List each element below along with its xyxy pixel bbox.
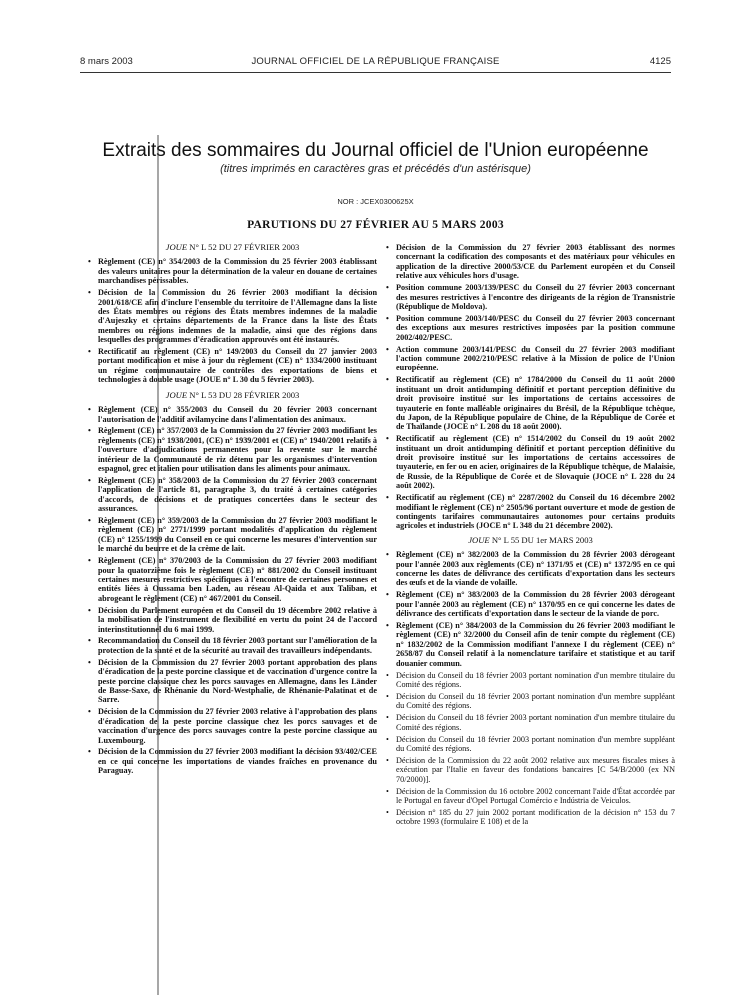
running-header bbox=[80, 56, 671, 70]
list-item: • Décision de la Commission du 22 août 2002 relative aux mesures fiscales mises à exécution par l'Italie en faveur des fondations bancaires [C 54/B/2000 (ex NN 70/2000)]. bbox=[386, 756, 675, 784]
list-item: • Règlement (CE) n° 384/2003 de la Commission du 26 février 2003 modifiant le règlement (CE) n° 32/2000 du Conseil afin de tenir compte du règlement (CE) n° 1832/2002 de la Commission modifiant l'annexe I du règlement (CEE) n° 2658/87 du Conseil relatif à la nomenclature tarifaire et statistique et au tarif douanier commun. bbox=[386, 621, 675, 668]
header-journal-name: JOURNAL OFFICIEL DE LA RÉPUBLIQUE FRANÇAISE bbox=[251, 56, 500, 67]
list-item: • Décision du Parlement européen et du Conseil du 19 décembre 2002 relative à la mobilisation de l'instrument de flexibilité en vertu du point 24 de l'accord interinstitutionnel du 6 mai 1999. bbox=[88, 606, 377, 634]
parutions-heading: PARUTIONS DU 27 FÉVRIER AU 5 MARS 2003 bbox=[247, 219, 504, 231]
list-item: • Action commune 2003/141/PESC du Conseil du 27 février 2003 modifiant l'action commune 2002/210/PESC relative à la Mission de police de l'Union européenne. bbox=[386, 345, 675, 373]
header-rule bbox=[80, 72, 671, 73]
issue-heading-l55 bbox=[386, 536, 675, 545]
list-item: • Règlement (CE) n° 370/2003 de la Commission du 27 février 2003 modifiant pour la quatorzième fois le règlement (CE) n° 881/2002 du Conseil instituant certaines mesures restrictives spécifiques à l'encontre de certaines personnes et entités liées à Oussama ben Laden, au réseau Al-Qaida et aux Taliban, et abrogeant le règlement (CE) n° 467/2001 du Conseil. bbox=[88, 556, 377, 603]
nor-reference: NOR : JCEX0300625X bbox=[337, 197, 414, 206]
issue-journal-abbr: JOUE bbox=[468, 534, 490, 545]
issue-journal-abbr: JOUE bbox=[165, 389, 188, 400]
issue-journal-abbr: JOUE bbox=[165, 242, 188, 252]
list-item: • Position commune 2003/139/PESC du Conseil du 27 février 2003 concernant des mesures restrictives à l'encontre des dirigeants de la région de Transnistrie (République de Moldova). bbox=[386, 283, 675, 311]
left-column bbox=[88, 243, 377, 778]
list-item: • Règlement (CE) n° 383/2003 de la Commission du 28 février 2003 dérogeant pour l'année 2003 au règlement (CE) n° 1370/95 en ce qui concerne les dates de délivrance des certificats d'exportation dans le secteur de la viande de porc. bbox=[386, 590, 675, 618]
list-item: • Décision du Conseil du 18 février 2003 portant nomination d'un membre suppléant du Comité des régions. bbox=[386, 735, 675, 754]
list-item: • Recommandation du Conseil du 18 février 2003 portant sur l'amélioration de la protection de la santé et de la sécurité au travail des travailleurs indépendants. bbox=[88, 636, 377, 655]
right-column bbox=[386, 243, 675, 829]
list-item: • Décision du Conseil du 18 février 2003 portant nomination d'un membre titulaire du Comité des régions. bbox=[386, 713, 675, 732]
list-item: • Position commune 2003/140/PESC du Conseil du 27 février 2003 concernant des exceptions aux mesures restrictives imposées par la position commune 2002/402/PESC. bbox=[386, 314, 675, 342]
list-item: • Rectificatif au règlement (CE) n° 1784/2000 du Conseil du 11 août 2000 instituant un droit antidumping définitif et portant perception définitive du droit provisoire institué sur les importations de certains accessoires de tuyauterie en fonte malléable originaires du Brésil, de la République tchèque, du Japon, de la République populaire de Chine, de la République de Corée et de Thaïlande (JOCE n° L 208 du 18 août 2000). bbox=[386, 375, 675, 431]
header-date: 8 mars 2003 bbox=[80, 56, 133, 67]
list-item: • Décision de la Commission du 16 octobre 2002 concernant l'aide d'État accordée par le Portugal en faveur d'Opel Portugal Comércio e Indústria de Veiculos. bbox=[386, 787, 675, 806]
issue-heading-l53 bbox=[88, 391, 377, 400]
list-item: • Décision n° 185 du 27 juin 2002 portant modification de la décision n° 153 du 7 octobre 1993 (formulaire E 108) et de la bbox=[386, 808, 675, 827]
list-item: • Rectificatif au règlement (CE) n° 2287/2002 du Conseil du 16 décembre 2002 modifiant le règlement (CE) n° 2505/96 portant ouverture et mode de gestion de contingents tarifaires communautaires autonomes pour certains produits agricoles et industriels (JOCE n° L 348 du 21 décembre 2002). bbox=[386, 493, 675, 531]
list-item: • Règlement (CE) n° 354/2003 de la Commission du 25 février 2003 établissant des valeurs unitaires pour la détermination de la valeur en douane de certaines marchandises périssables. bbox=[88, 257, 377, 285]
header-page-number: 4125 bbox=[649, 56, 671, 67]
list-item: • Décision du Conseil du 18 février 2003 portant nomination d'un membre suppléant du Comité des régions. bbox=[386, 692, 675, 711]
issue-heading-l52 bbox=[88, 243, 377, 252]
list-item: • Décision de la Commission du 27 février 2003 modifiant la décision 93/402/CEE en ce qui concerne les importations de viandes fraîches en provenance du Paraguay. bbox=[88, 747, 377, 775]
list-item: • Décision du Conseil du 18 février 2003 portant nomination d'un membre titulaire du Comité des régions. bbox=[386, 671, 675, 690]
issue-number-date: N° L 55 DU 1er MARS 2003 bbox=[489, 534, 593, 545]
list-item: • Rectificatif au règlement (CE) n° 1514/2002 du Conseil du 19 août 2002 instituant un droit antidumping définitif et portant perception définitive du droit provisoire institué sur les importations de certains accessoires de tuyauterie, en fer ou en acier, originaires de la République tchèque, de Malaisie, de Russie, de la République de Corée et de Slovaquie (JOCE n° L 228 du 24 août 2002). bbox=[386, 434, 675, 490]
scan-fold-line bbox=[157, 135, 159, 995]
list-item: • Règlement (CE) n° 355/2003 du Conseil du 20 février 2003 concernant l'autorisation de l'additif avilamycine dans l'alimentation des animaux. bbox=[88, 405, 377, 424]
list-item: • Règlement (CE) n° 357/2003 de la Commission du 27 février 2003 modifiant les règlements (CE) n° 1938/2001, (CE) n° 1939/2001 et (CE) n° 1940/2001 relatifs à l'ouverture d'adjudications permanentes pour la revente sur le marché intérieur de la Communauté de riz détenu par les organismes d'intervention espagnol, grec et italien pour utilisation dans les aliments pour animaux. bbox=[88, 426, 377, 473]
page-title: Extraits des sommaires du Journal officiel de l'Union européenne bbox=[102, 140, 649, 161]
page-subtitle: (titres imprimés en caractères gras et précédés d'un astérisque) bbox=[220, 163, 531, 175]
list-item: • Décision de la Commission du 27 février 2003 portant approbation des plans d'éradication de la peste porcine classique et de vaccination d'urgence contre la peste porcine classique chez les porcs sauvages en Allemagne, dans les Länder de Basse-Saxe, de Rhénanie du Nord-Westphalie, de Rhénanie-Palatinat et de Sarre. bbox=[88, 658, 377, 705]
list-item: • Règlement (CE) n° 359/2003 de la Commission du 27 février 2003 modifiant le règlement (CE) n° 2771/1999 portant modalités d'application du règlement (CE) n° 1255/1999 du Conseil en ce qui concerne les mesures d'intervention sur le marché du beurre et de la crème de lait. bbox=[88, 516, 377, 554]
list-item: • Décision de la Commission du 27 février 2003 établissant des normes concernant la codification des composants et des matériaux pour véhicules en application de la directive 2000/53/CE du Parlement européen et du Conseil relative aux véhicules hors d'usage. bbox=[386, 243, 675, 281]
list-item: • Rectificatif au règlement (CE) n° 149/2003 du Conseil du 27 janvier 2003 portant modification et mise à jour du règlement (CE) n° 1334/2000 instituant un régime communautaire de contrôles des exportations de biens et technologies à double usage (JOUE n° L 30 du 5 février 2003). bbox=[88, 347, 377, 385]
list-item: • Règlement (CE) n° 382/2003 de la Commission du 28 février 2003 dérogeant pour l'année 2003 aux règlements (CE) n° 1371/95 et (CE) n° 1372/95 en ce qui concerne les dates de délivrance des certificats d'exportation dans les secteurs des œufs et de la viande de volaille. bbox=[386, 550, 675, 588]
list-item: • Décision de la Commission du 27 février 2003 relative à l'approbation des plans d'éradication de la peste porcine classique chez les porcs sauvages et de vaccination d'urgence des porcs sauvages contre la peste porcine classique au Luxembourg. bbox=[88, 707, 377, 745]
issue-number-date: N° L 52 DU 27 FÉVRIER 2003 bbox=[187, 242, 300, 252]
list-item: • Règlement (CE) n° 358/2003 de la Commission du 27 février 2003 concernant l'application de l'article 81, paragraphe 3, du traité à certaines catégories d'accords, de décisions et de pratiques concertées dans le secteur des assurances. bbox=[88, 476, 377, 514]
issue-number-date: N° L 53 DU 28 FÉVRIER 2003 bbox=[187, 389, 300, 400]
list-item: • Décision de la Commission du 26 février 2003 modifiant la décision 2001/618/CE afin d'inclure l'ensemble du territoire de l'Allemagne dans la liste des États membres ou régions des États membres indemnes de la maladie d'Aujeszky et certains départements de la France dans la liste des États membres ou régions indemnes de la maladie, ainsi que des régions dans lesquelles des programmes d'éradication approuvés ont été instaurés. bbox=[88, 288, 377, 344]
